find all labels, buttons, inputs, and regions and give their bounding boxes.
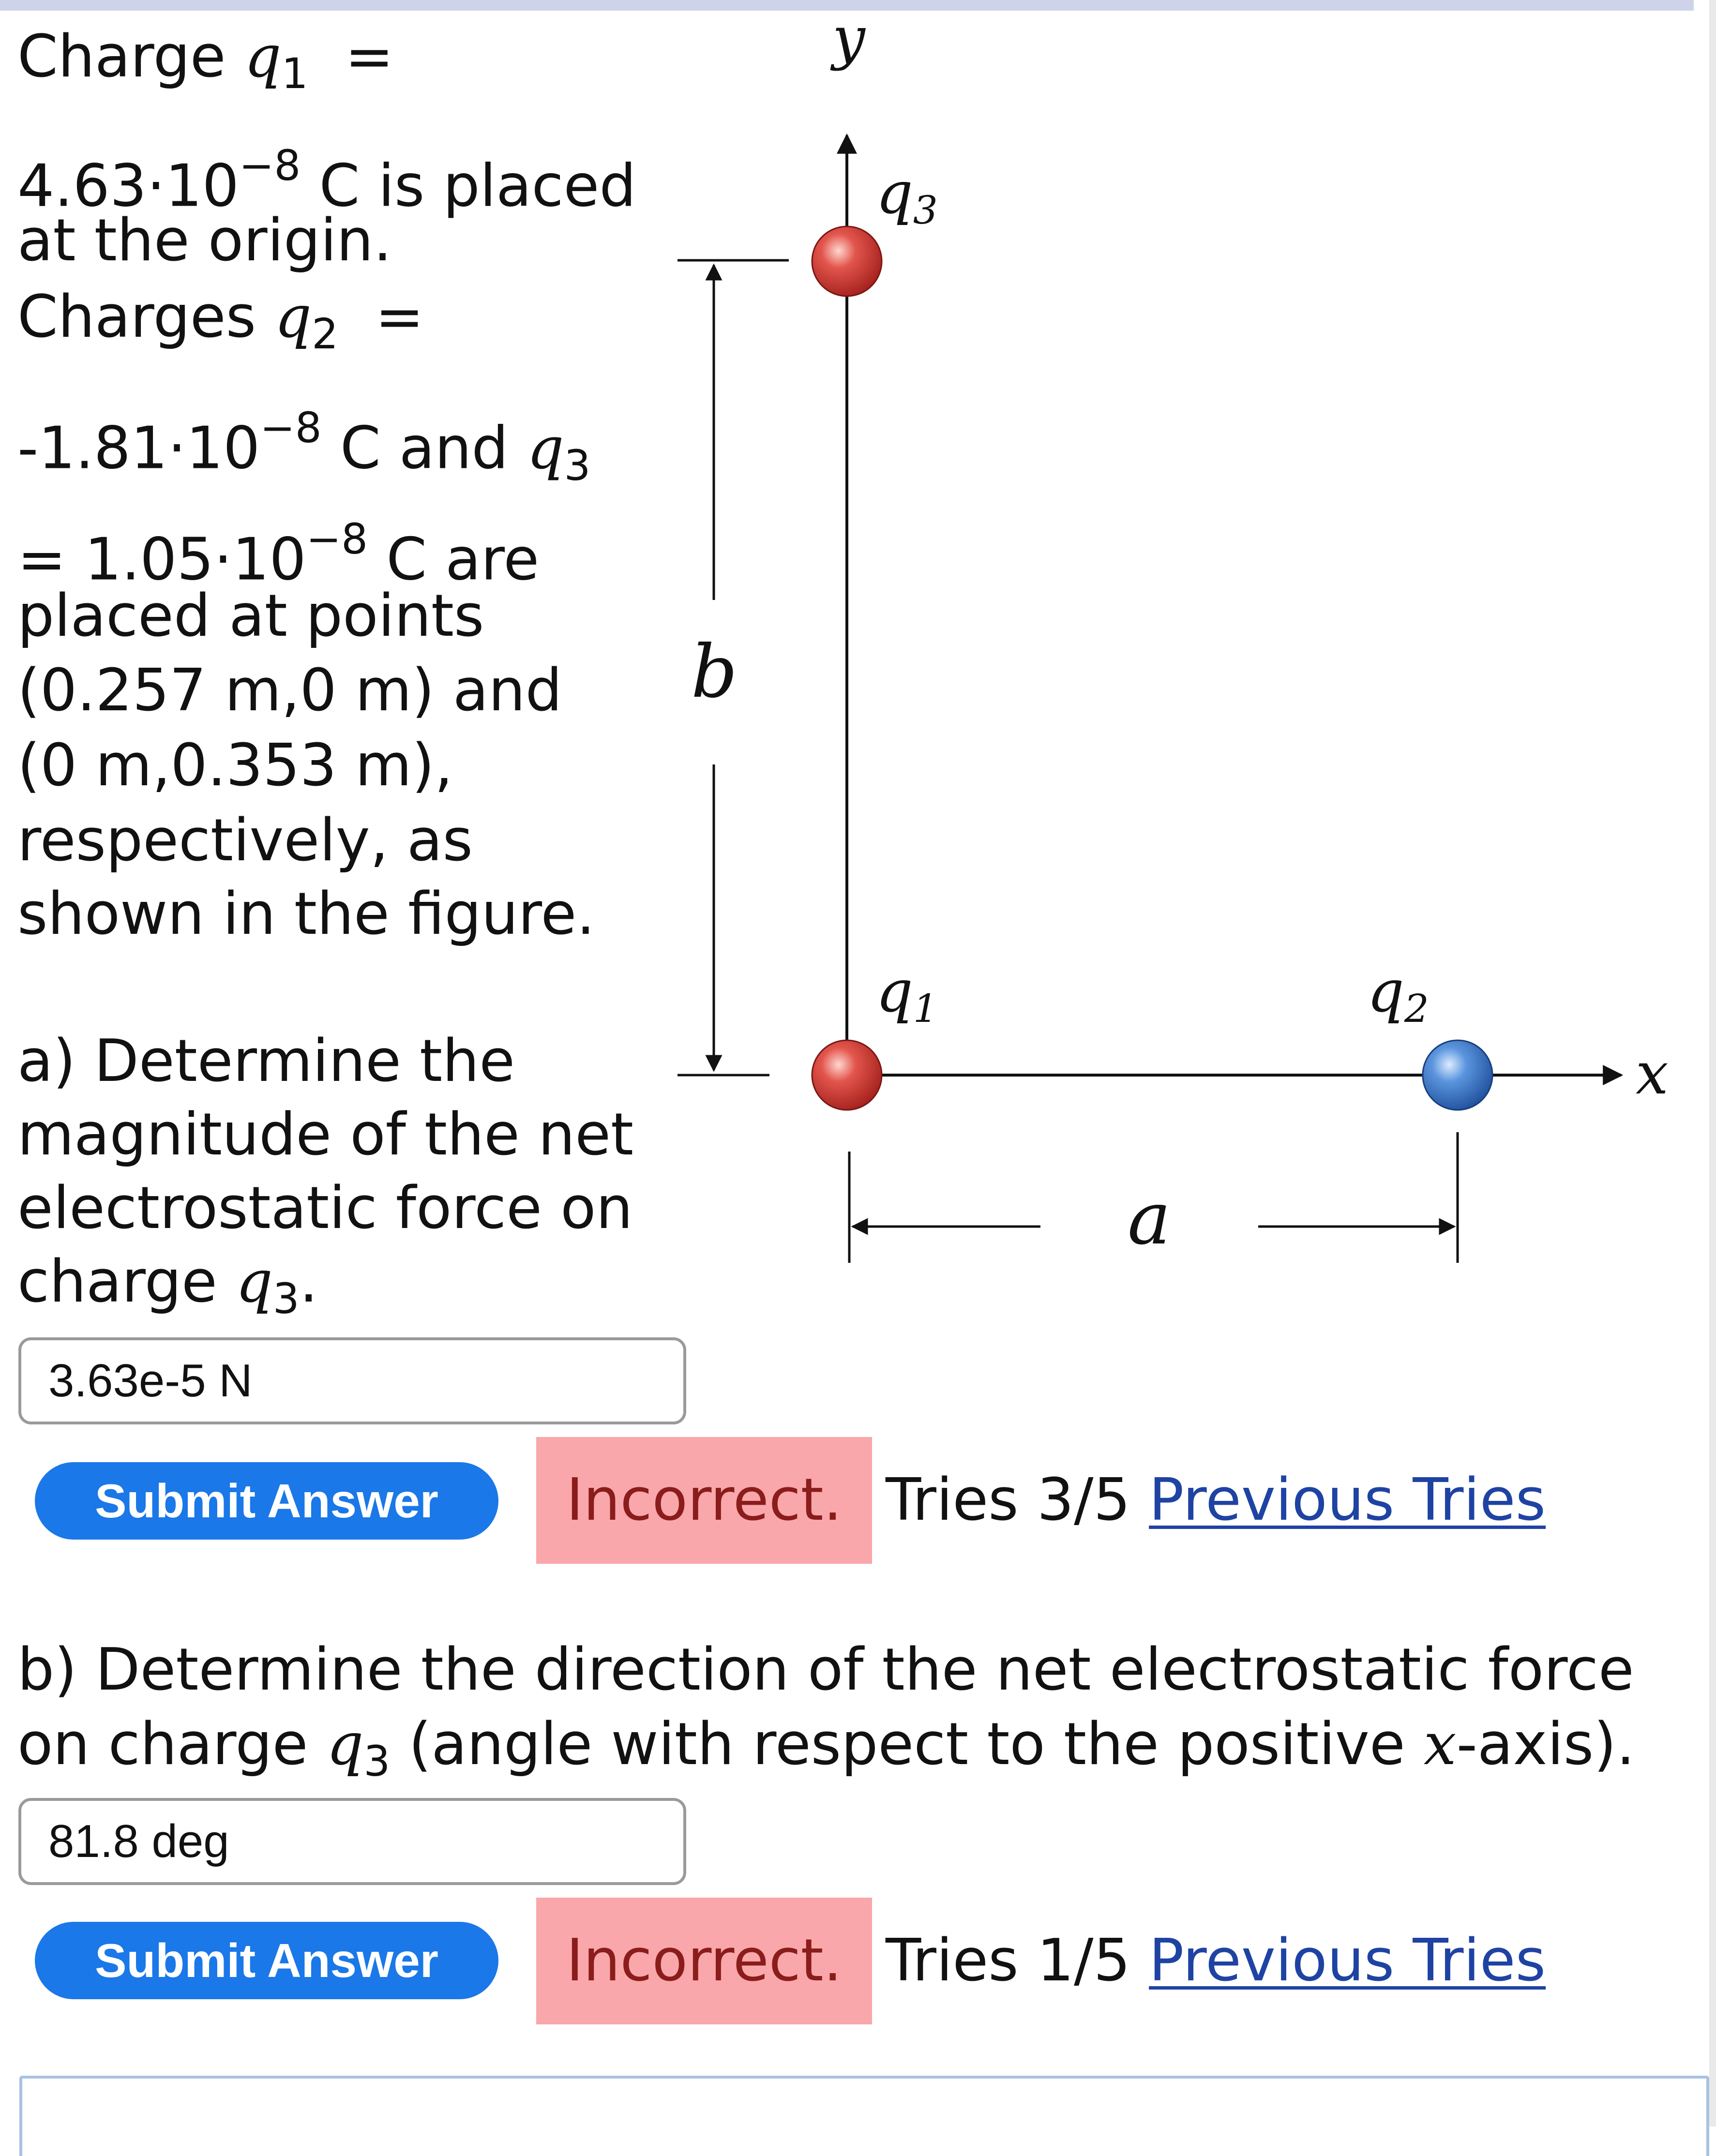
shown-line: shown in the figure. — [17, 881, 595, 948]
q1-subscript: 1 — [281, 50, 308, 99]
q1-label: q1 — [876, 958, 938, 1031]
angle-text: (angle with respect to the positive — [408, 1711, 1405, 1778]
q2-symbol: q — [274, 284, 312, 351]
discussion-panel — [19, 2076, 1709, 2156]
part-b-tries-count: Tries 1/5 — [886, 1927, 1130, 1994]
part-b-submit-button[interactable]: Submit Answer — [35, 1922, 498, 1999]
part-b-line2 — [17, 1707, 1635, 1799]
charge-word: charge — [17, 1248, 217, 1316]
part-b-answer-input[interactable] — [18, 1798, 686, 1885]
q3-subscript: 3 — [363, 1737, 391, 1786]
q1-tail: C is placed — [319, 152, 636, 220]
a-dimension-label: a — [1128, 1177, 1171, 1261]
q3-symbol: q — [235, 1248, 273, 1316]
equals: = — [345, 23, 394, 90]
scrollbar[interactable] — [1709, 0, 1716, 2126]
q1-symbol: q — [244, 23, 282, 90]
q2-mantissa: -1.81·10 — [17, 415, 260, 482]
part-a-previous-tries-link[interactable]: Previous Tries — [1149, 1467, 1546, 1534]
points-line: placed at points — [17, 583, 484, 650]
origin-line: at the origin. — [17, 207, 392, 274]
charge-diagram — [629, 19, 1694, 1297]
q1-line — [17, 19, 393, 112]
point2-line: (0 m,0.353 m), — [17, 732, 453, 799]
q3-subscript: 3 — [272, 1275, 300, 1324]
part-a-line1: a) Determine the — [17, 1028, 515, 1095]
part-b-answer-value: 81.8 deg — [48, 1815, 229, 1867]
part-a-answer-input[interactable] — [18, 1337, 686, 1424]
equals: = — [375, 284, 424, 351]
x-axis-label: x — [1636, 1040, 1669, 1108]
part-a-line3: electrostatic force on — [17, 1175, 633, 1242]
part-a-tries — [886, 1437, 1546, 1564]
part-a-submit-button[interactable]: Submit Answer — [35, 1462, 498, 1540]
q3-symbol: q — [527, 415, 564, 482]
q2-value-line — [17, 391, 591, 504]
and-text: C and — [340, 415, 509, 482]
part-b-status-badge: Incorrect. — [536, 1898, 872, 2024]
q1-label: Charge — [17, 23, 226, 90]
charge-q3 — [812, 226, 882, 296]
on-charge-text: on charge — [17, 1711, 308, 1778]
period: . — [299, 1248, 318, 1316]
y-axis-label: y — [832, 19, 865, 72]
charge-q2 — [1423, 1040, 1492, 1110]
q3-exponent: −8 — [306, 515, 368, 564]
axis-text: -axis). — [1456, 1711, 1635, 1778]
q3-mantissa: = 1.05·10 — [17, 526, 306, 594]
q2-label: q2 — [1367, 958, 1429, 1031]
part-a-line2: magnitude of the net — [17, 1101, 634, 1168]
part-b-tries — [886, 1898, 1546, 2024]
part-b-line1: b) Determine the direction of the net electrostatic force — [17, 1636, 1634, 1704]
q1-mantissa: 4.63·10 — [17, 152, 240, 220]
part-a-status-badge: Incorrect. — [536, 1437, 872, 1564]
q3-tail: C are — [386, 526, 540, 594]
part-a-answer-value: 3.63e-5 N — [48, 1355, 253, 1407]
part-a-line4 — [17, 1244, 318, 1337]
q1-exponent: −8 — [239, 142, 301, 190]
part-b-previous-tries-link[interactable]: Previous Tries — [1149, 1927, 1546, 1994]
part-a-tries-count: Tries 3/5 — [886, 1467, 1130, 1534]
top-border — [0, 0, 1694, 11]
q2-subscript: 2 — [312, 310, 339, 359]
q2-exponent: −8 — [260, 404, 322, 452]
charges-line — [17, 280, 424, 372]
q3-subscript: 3 — [564, 441, 591, 490]
point1-line: (0.257 m,0 m) and — [17, 657, 562, 724]
b-dimension-label: b — [691, 630, 738, 714]
respectively-line: respectively, as — [17, 807, 473, 874]
charge-q1 — [812, 1040, 882, 1110]
q3-symbol: q — [326, 1711, 364, 1778]
q3-label: q3 — [876, 160, 938, 233]
charges-label: Charges — [17, 284, 256, 351]
x-symbol: x — [1423, 1711, 1457, 1778]
